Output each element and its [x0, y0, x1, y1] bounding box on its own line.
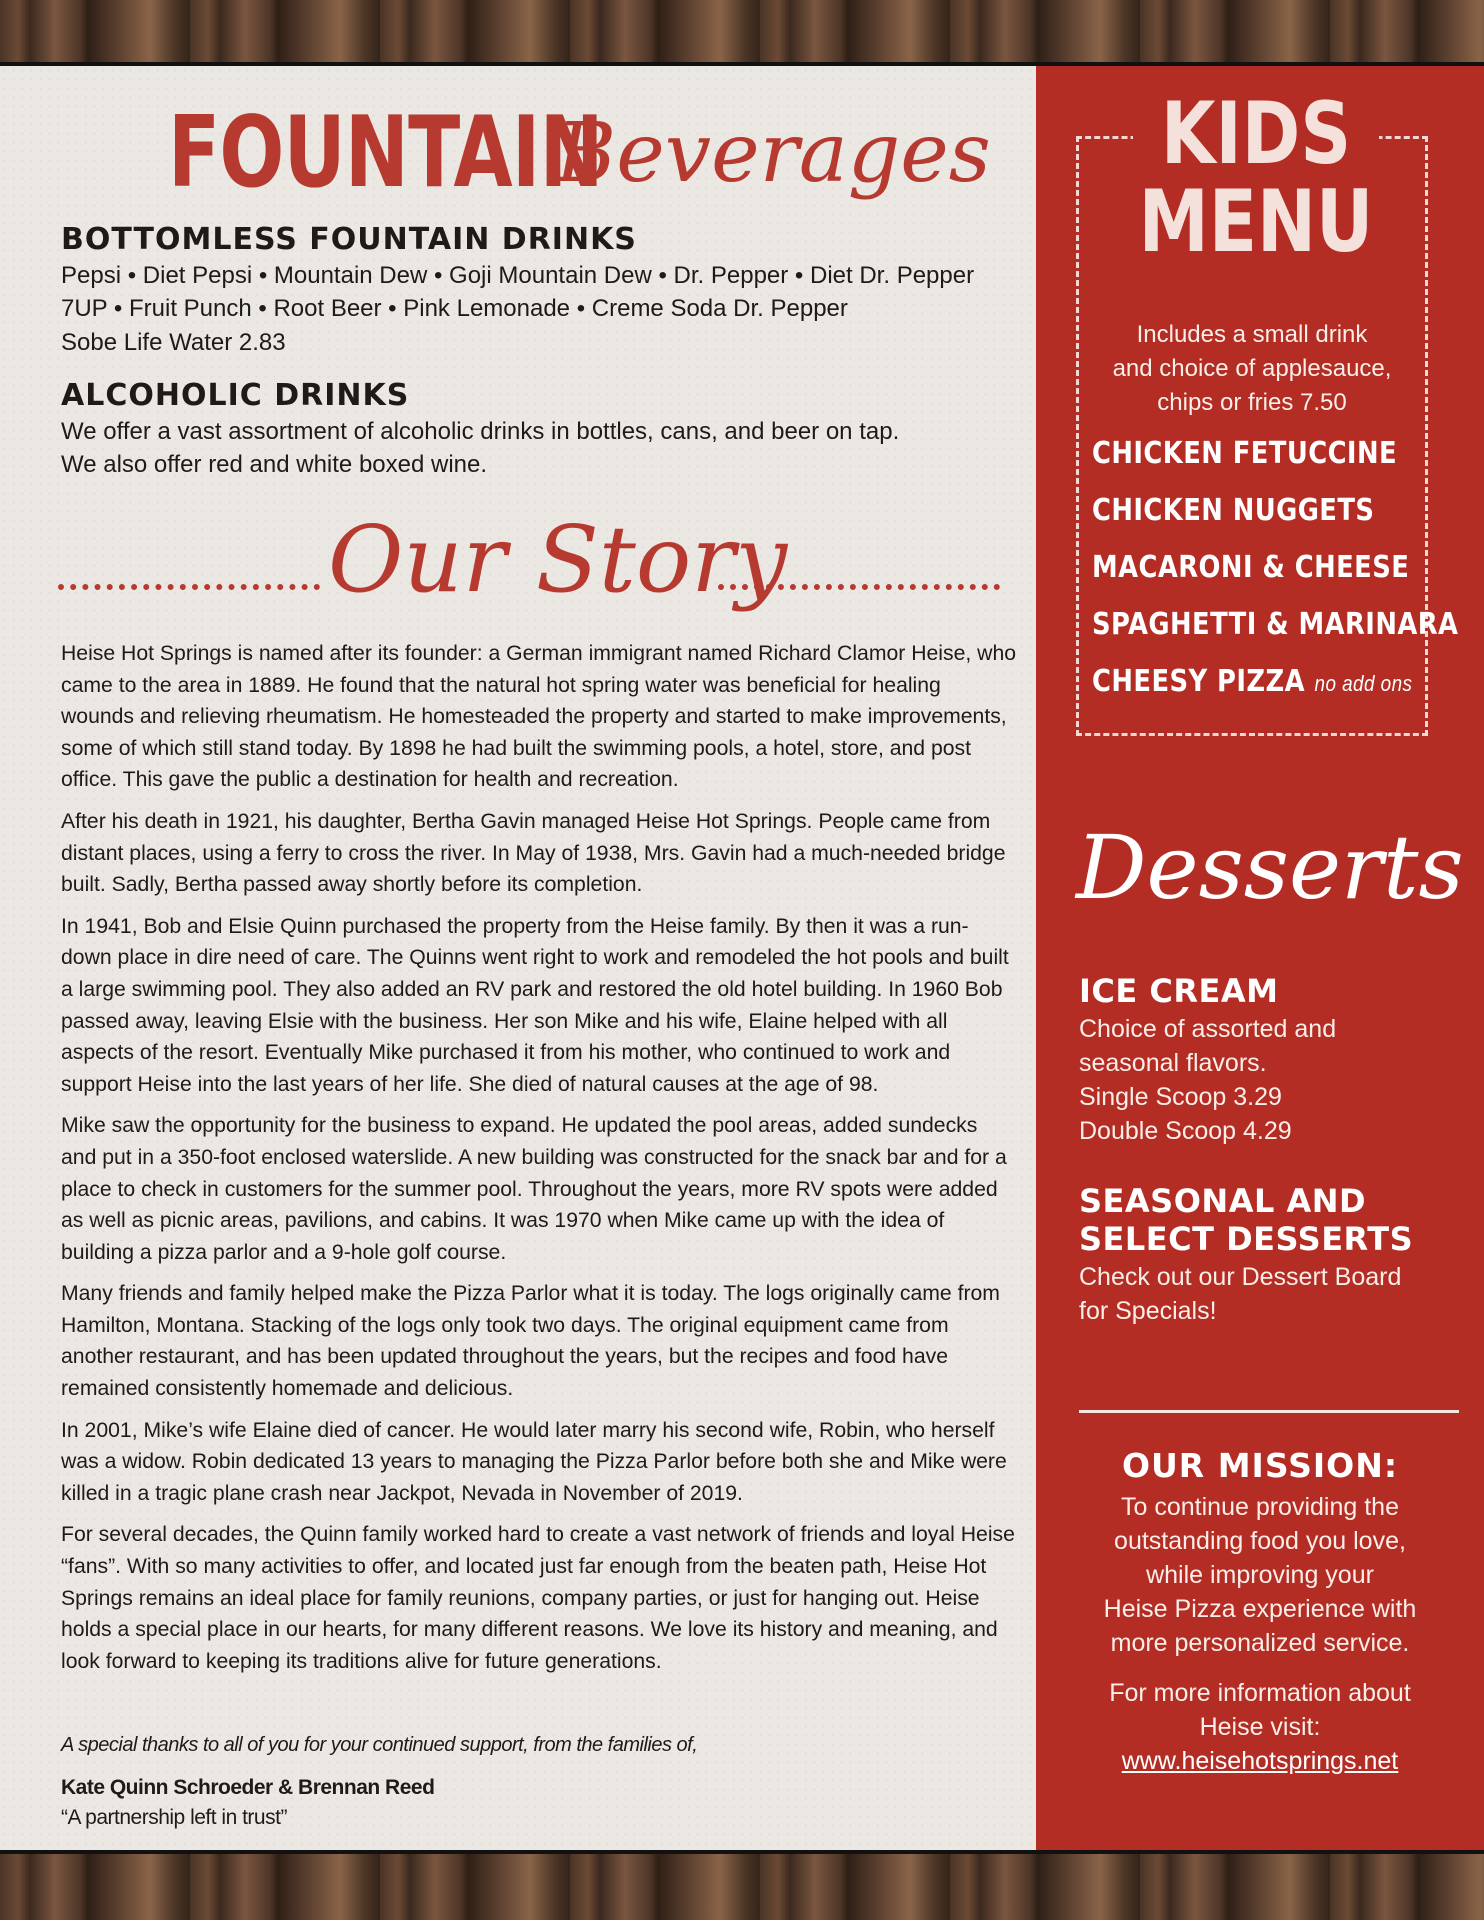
bottomless-line: 7UP • Fruit Punch • Root Beer • Pink Lemonade • Creme Soda Dr. Pepper — [61, 295, 848, 322]
ice-cream-line: Choice of assorted and — [1079, 1015, 1337, 1043]
mission-text — [1060, 1490, 1460, 1660]
more-info — [1060, 1676, 1460, 1778]
seasonal-line: for Specials! — [1079, 1297, 1217, 1325]
mission-line: outstanding food you love, — [1114, 1527, 1406, 1555]
website-link[interactable]: www.heisehotsprings.net — [1121, 1747, 1399, 1775]
kids-menu-item-pizza — [1092, 664, 1412, 699]
story-paragraph: In 2001, Mike’s wife Elaine died of cancer. He would later marry his second wife, Robin, who herself was a widow. Robin dedicated 13 years to managing the Pizza Parlor before both she and Mike were killed in a tragic plane crash near Jackpot, Nevada in November of 2019. — [61, 1418, 1007, 1505]
wood-bottom-border — [0, 1850, 1484, 1920]
kids-desc-line: Includes a small drink — [1136, 321, 1368, 348]
kids-desc-line: chips or fries 7.50 — [1157, 389, 1347, 416]
kids-menu-item: CHICKEN NUGGETS — [1092, 493, 1375, 528]
seasonal-line: Check out our Dessert Board — [1079, 1263, 1402, 1291]
wood-top-border — [0, 0, 1484, 66]
bottomless-line: Sobe Life Water 2.83 — [61, 329, 286, 356]
kids-description — [1076, 318, 1428, 420]
side-red-panel — [1036, 66, 1484, 1850]
info-line: Heise visit: — [1199, 1713, 1321, 1741]
mission-line: Heise Pizza experience with — [1103, 1595, 1417, 1623]
bottom-divider — [0, 1850, 1484, 1854]
mission-line: more personalized service. — [1110, 1629, 1410, 1657]
story-paragraph: After his death in 1921, his daughter, Bertha Gavin managed Heise Hot Springs. People came from distant places, using a ferry to cross the river. In May of 1938, Mrs. Gavin had a much-needed bridge built. Sadly, Bertha passed away shortly before its completion. — [61, 809, 1006, 897]
kids-menu-item: CHICKEN FETUCCINE — [1092, 436, 1398, 471]
info-line: For more information about — [1109, 1679, 1411, 1707]
story-paragraph: Mike saw the opportunity for the business to expand. He updated the pool areas, added sundecks and put in a 350-foot enclosed waterslide. A new building was constructed for the snack bar and for a place to check in customers for the summer pool. Throughout the years, more RV spots were added as well as picnic areas, pavilions, and cabins. It was 1970 when Mike came up with the idea of building a pizza parlor and a 9-hole golf course. — [61, 1114, 1007, 1264]
our-story-header — [58, 506, 998, 626]
bottomless-heading: BOTTOMLESS FOUNTAIN DRINKS — [61, 222, 637, 257]
fountain-title-main: FOUNTAIN — [168, 96, 603, 210]
mission-heading: OUR MISSION: — [1121, 1446, 1399, 1485]
bottomless-line: Pepsi • Diet Pepsi • Mountain Dew • Goji Mountain Dew • Dr. Pepper • Diet Dr. Pepper — [61, 262, 975, 289]
mission-line: while improving your — [1146, 1561, 1374, 1589]
ice-cream-line: seasonal flavors. — [1079, 1049, 1267, 1077]
seasonal-heading-line: SELECT DESSERTS — [1079, 1220, 1414, 1258]
kids-menu-item: SPAGHETTI & MARINARA — [1092, 607, 1459, 642]
dotted-rule-right — [718, 576, 1000, 590]
thanks-note: A special thanks to all of you for your continued support, from the families of, — [61, 1734, 698, 1756]
kids-title-line: MENU — [1138, 172, 1374, 272]
seasonal-heading — [1079, 1182, 1413, 1258]
seasonal-details — [1079, 1260, 1401, 1328]
kids-menu-title — [1133, 84, 1379, 272]
signature-name: Kate Quinn Schroeder & Brennan Reed — [61, 1776, 435, 1799]
section-divider — [1079, 1410, 1459, 1413]
desserts-title: Desserts — [1076, 816, 1464, 919]
pizza-note: no add ons — [1314, 671, 1413, 696]
alcoholic-heading: ALCOHOLIC DRINKS — [61, 378, 410, 413]
fountain-beverages-title — [168, 96, 991, 216]
ice-cream-heading: ICE CREAM — [1079, 972, 1279, 1010]
ice-cream-line: Double Scoop 4.29 — [1079, 1117, 1292, 1145]
kids-title-line: KIDS — [1160, 84, 1352, 184]
ice-cream-line: Single Scoop 3.29 — [1079, 1083, 1282, 1111]
story-paragraph: Heise Hot Springs is named after its founder: a German immigrant named Richard Clamor Heise, who came to the area in 1889. He found that the natural hot spring water was beneficial for healing wounds and relieving rheumatism. He homesteaded the property and started to make improvements, some of which still stand today. By 1898 he had built the swimming pools, a hotel, store, and post office. This gave the public a destination for health and recreation. — [61, 642, 1017, 792]
alcoholic-line: We offer a vast assortment of alcoholic drinks in bottles, cans, and beer on tap. — [61, 418, 900, 445]
seasonal-heading-line: SEASONAL AND — [1079, 1182, 1367, 1220]
mission-line: To continue providing the — [1121, 1493, 1399, 1521]
ice-cream-details — [1079, 1012, 1336, 1148]
main-paper-panel — [0, 66, 1036, 1850]
kids-menu-item: MACARONI & CHEESE — [1092, 550, 1410, 585]
dotted-rule-left — [58, 576, 320, 590]
signature-tagline: “A partnership left in trust” — [61, 1806, 287, 1829]
our-story-title: Our Story — [328, 506, 788, 613]
alcoholic-line: We also offer red and white boxed wine. — [61, 451, 488, 478]
story-paragraph: For several decades, the Quinn family worked hard to create a vast network of friends and loyal Heise “fans”. With so many activities to offer, and located just far enough from the beaten path, Heise Hot Springs remains an ideal place for family reunions, company parties, or just for hanging out. Heise holds a special place in our hearts, for many different reasons. We love its history and meaning, and look forward to keeping its traditions alive for future generations. — [61, 1523, 1015, 1673]
fountain-title-script: Beverages — [556, 106, 991, 201]
story-body — [61, 638, 1016, 1687]
story-paragraph: In 1941, Bob and Elsie Quinn purchased the property from the Heise family. By then it was a run-down place in dire need of care. The Quinns went right to work and remodeled the hot pools and built a large swimming pool. They also added an RV park and restored the old hotel building. In 1960 Bob passed away, leaving Elsie with the business. Her son Mike and his wife, Elaine helped with all aspects of the resort. Eventually Mike purchased it from his mother, who continued to work and support Heise into the last years of her life. She died of natural causes at the age of 98. — [61, 914, 1009, 1096]
story-paragraph: Many friends and family helped make the Pizza Parlor what it is today. The logs originally came from Hamilton, Montana. Stacking of the logs only took two days. The original equipment came from another restaurant, and has been updated throughout the years, but the recipes and food have remained consistently homemade and delicious. — [61, 1282, 1000, 1401]
kids-desc-line: and choice of applesauce, — [1112, 355, 1392, 382]
kids-menu-item: CHEESY PIZZA — [1092, 664, 1306, 699]
